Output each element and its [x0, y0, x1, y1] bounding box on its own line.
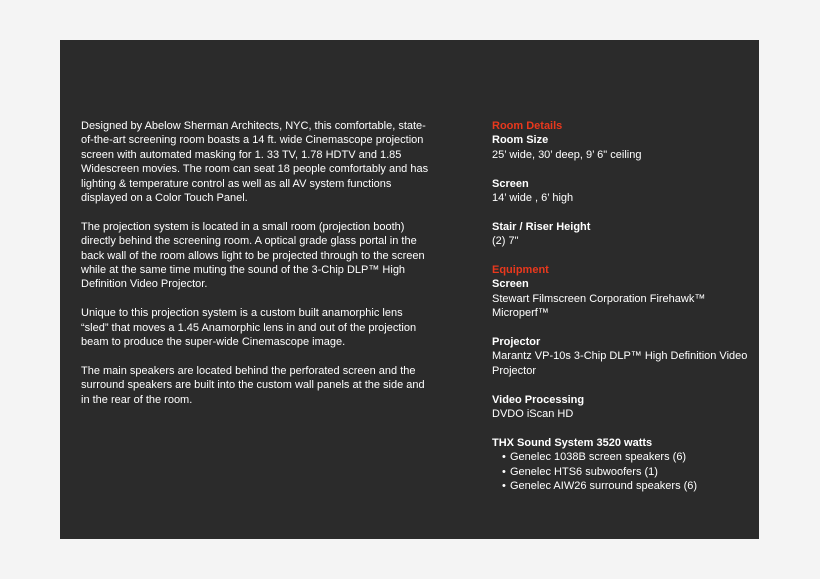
- room-size-label: Room Size: [492, 134, 549, 147]
- riser-height-item: [492, 220, 752, 249]
- description-column: [81, 119, 431, 421]
- equipment-screen-label: Screen: [492, 278, 529, 291]
- room-screen-label: Screen: [492, 177, 529, 190]
- list-item: • Genelec HTS6 subwoofers (1): [502, 465, 752, 479]
- room-details-heading: Room Details: [492, 120, 563, 132]
- list-item: • Genelec AIW26 surround speakers (6): [502, 479, 752, 493]
- room-size-value: 25’ wide, 30’ deep, 9’ 6" ceiling: [492, 148, 642, 161]
- spec-sheet-panel: [60, 40, 759, 539]
- projector-label: Projector: [492, 336, 541, 349]
- projector-item: [492, 335, 752, 378]
- description-paragraph-3: Unique to this projection system is a custom built anamorphic lens “sled” that moves a 1.45 Anamorphic lens in and out of the projection beam to produce the super-wide Cinemascope image.: [81, 307, 417, 349]
- equipment-screen-item: [492, 277, 752, 320]
- room-size-item: [492, 133, 752, 162]
- description-paragraph-4: The main speakers are located behind the perforated screen and the surround speakers are built into the custom wall panels at the side and in the rear of the room.: [81, 364, 425, 406]
- description-paragraph-1: Designed by Abelow Sherman Architects, NYC, this comfortable, state-of-the-art screening room boasts a 14 ft. wide Cinemascope projection screen with automated masking for 1. 33 TV, 1.78 HDTV and 1.85 Widescreen movies. The room can seat 18 people comfortably and has lighting & temperature control as well as all AV system functions displayed on a Color Touch Panel.: [81, 120, 429, 205]
- video-processing-item: [492, 393, 752, 422]
- riser-height-value: (2) 7": [492, 235, 519, 248]
- video-processing-value: DVDO iScan HD: [492, 408, 574, 421]
- projector-value: Marantz VP-10s 3-Chip DLP™ High Definition Video Projector: [492, 350, 748, 377]
- video-processing-label: Video Processing: [492, 393, 585, 406]
- room-screen-item: [492, 177, 752, 206]
- specs-column: [492, 119, 752, 508]
- equipment-heading: Equipment: [492, 264, 549, 277]
- speaker-list: [492, 450, 752, 493]
- sound-system-label: THX Sound System 3520 watts: [492, 436, 653, 449]
- riser-height-label: Stair / Riser Height: [492, 220, 591, 233]
- list-item: • Genelec 1038B screen speakers (6): [502, 450, 752, 464]
- equipment-screen-value: Stewart Filmscreen Corporation Firehawk™ Microperf™: [492, 292, 706, 320]
- sound-system-item: [492, 436, 752, 494]
- room-screen-value: 14’ wide , 6’ high: [492, 192, 574, 205]
- description-paragraph-2: The projection system is located in a small room (projection booth) directly behind the screening room. A optical grade glass portal in the back wall of the room allows light to be projected through to the screen while at the same time muting the sound of the 3-Chip DLP™ High Definition Video Projector.: [81, 220, 425, 291]
